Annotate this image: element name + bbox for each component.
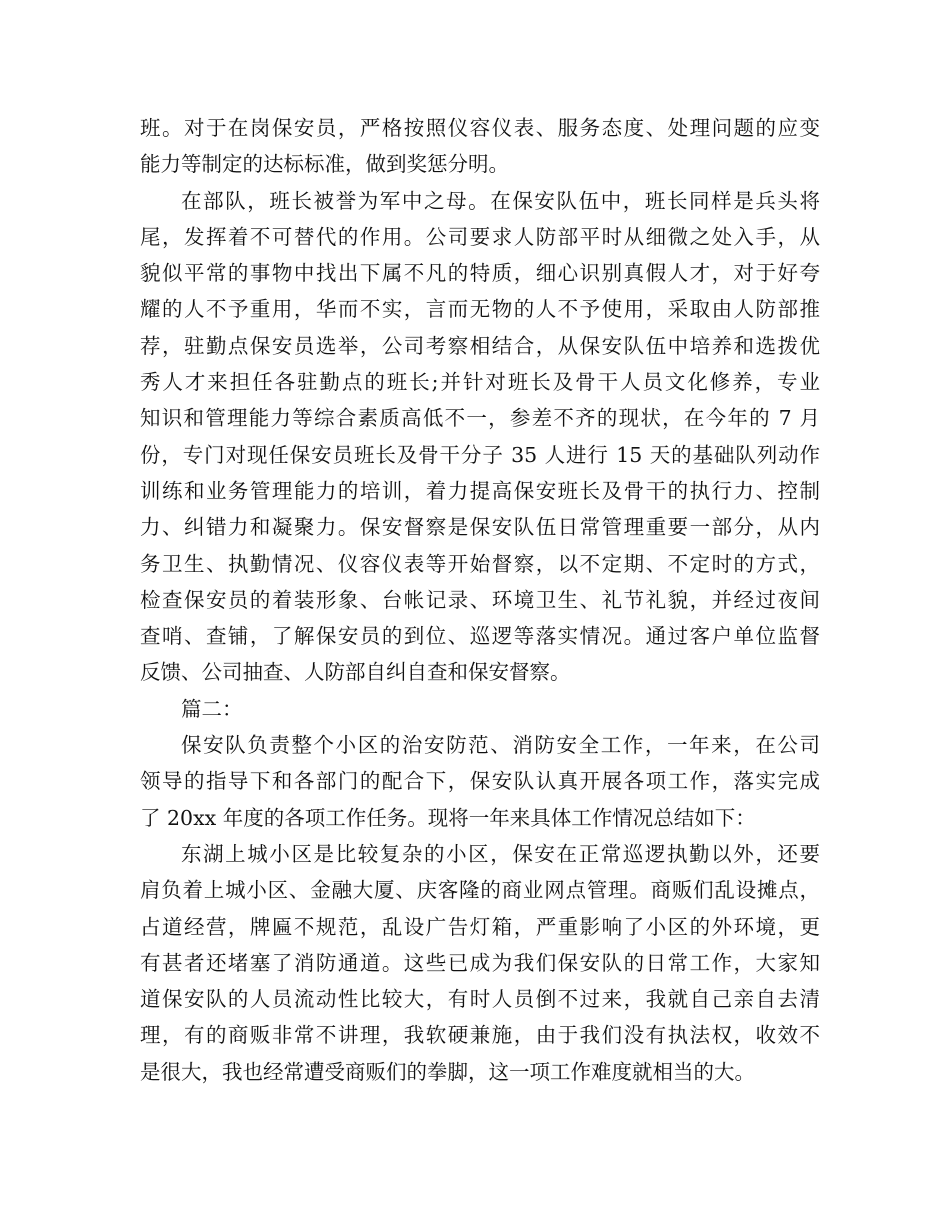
text-line: 能力等制定的达标标准，做到奖惩分明。: [140, 152, 509, 177]
text-line: 道保安队的人员流动性比较大，有时人员倒不过来，我就自己亲自去清: [140, 987, 820, 1012]
text-line: 务卫生、执勤情况、仪容仪表等开始督察，以不定期、不定时的方式，: [140, 551, 820, 576]
text-line: 了 20xx 年度的各项工作任务。现将一年来具体工作情况总结如下：: [140, 805, 756, 830]
text-line: 耀的人不予重用，华而不实，言而无物的人不予使用，采取由人防部推: [140, 297, 820, 322]
text-line: 训练和业务管理能力的培训，着力提高保安班长及骨干的执行力、控制: [140, 478, 820, 503]
document-body: [140, 110, 820, 1090]
text-line: 荐，驻勤点保安员选举，公司考察相结合，从保安队伍中培养和选拨优: [140, 333, 820, 358]
text-line: 反馈、公司抽查、人防部自纠自查和保安督察。: [140, 660, 571, 685]
text-line: 肩负着上城小区、金融大厦、庆客隆的商业网点管理。商贩们乱设摊点，: [140, 878, 820, 903]
text-line: 班。对于在岗保安员，严格按照仪容仪表、服务态度、处理问题的应变: [140, 116, 820, 140]
text-line: 份，专门对现任保安员班长及骨干分子 35 人进行 15 天的基础队列动作: [140, 442, 820, 467]
text-line: 有甚者还堵塞了消防通道。这些已成为我们保安队的日常工作，大家知: [140, 950, 820, 975]
text-line: 检查保安员的着装形象、台帐记录、环境卫生、礼节礼貌，并经过夜间: [140, 587, 820, 612]
text-line: 是很大，我也经常遭受商贩们的拳脚，这一项工作难度就相当的大。: [140, 1059, 755, 1084]
text-line: 秀人才来担任各驻勤点的班长;并针对班长及骨干人员文化修养，专业: [140, 370, 820, 395]
text-line: 尾，发挥着不可替代的作用。公司要求人防部平时从细微之处入手，从: [140, 224, 820, 249]
text-line: 查哨、查铺，了解保安员的到位、巡逻等落实情况。通过客户单位监督: [140, 624, 820, 649]
text-line: 保安队负责整个小区的治安防范、消防安全工作，一年来，在公司: [181, 733, 820, 758]
text-line: 篇二：: [181, 696, 243, 721]
text-line: 知识和管理能力等综合素质高低不一，参差不齐的现状，在今年的 7 月: [140, 406, 820, 431]
text-line: 在部队，班长被誉为军中之母。在保安队伍中，班长同样是兵头将: [181, 188, 820, 213]
text-line: 东湖上城小区是比较复杂的小区，保安在正常巡逻执勤以外，还要: [181, 841, 820, 866]
text-line: 领导的指导下和各部门的配合下，保安队认真开展各项工作，落实完成: [140, 769, 820, 794]
text-line: 占道经营，牌匾不规范，乱设广告灯箱，严重影响了小区的外环境，更: [140, 914, 820, 939]
text-line: 力、纠错力和凝聚力。保安督察是保安队伍日常管理重要一部分，从内: [140, 515, 820, 540]
text-line: 理，有的商贩非常不讲理，我软硬兼施，由于我们没有执法权，收效不: [140, 1023, 820, 1048]
text-line: 貌似平常的事物中找出下属不凡的特质，细心识别真假人才，对于好夸: [140, 261, 820, 286]
